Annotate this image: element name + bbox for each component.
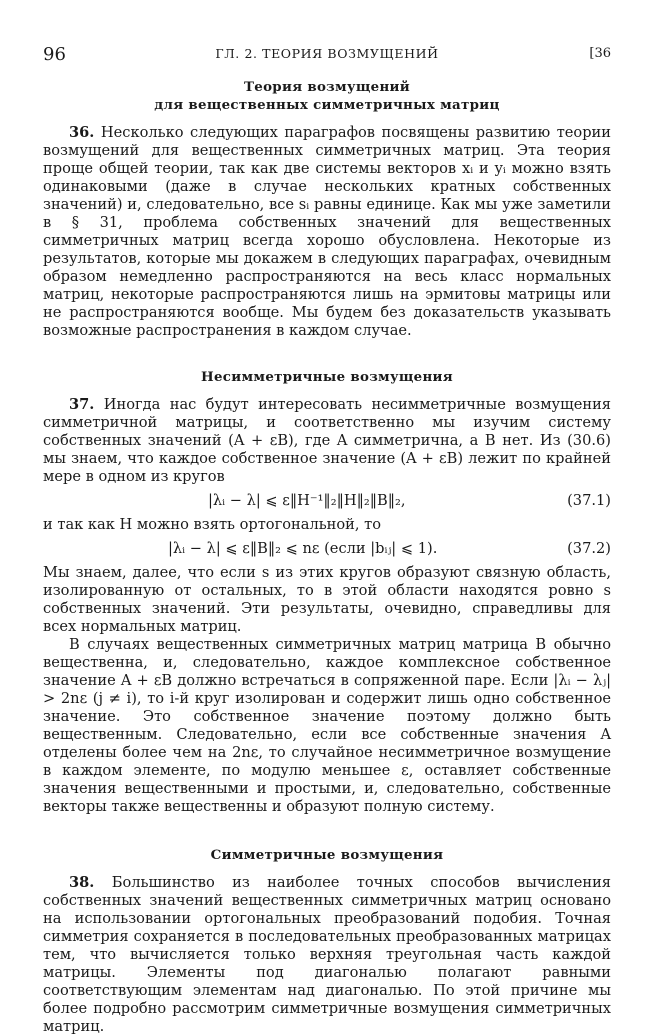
paragraph-number: 37.	[69, 396, 95, 413]
equation-37-1	[43, 486, 611, 516]
page-body	[43, 78, 611, 1036]
subsection-heading: Несимметричные возмущения	[201, 369, 453, 385]
subsection-heading: Симметричные возмущения	[210, 847, 444, 863]
section-heading-line-1: Теория возмущений	[243, 79, 411, 95]
paragraph-number: 36.	[69, 124, 95, 141]
paragraph-text: и так как H можно взять ортогональной, то	[43, 516, 382, 533]
paragraph-38	[43, 874, 611, 1036]
equation-number: (37.1)	[567, 492, 611, 509]
paragraph-text: Большинство из наиболее точных способов вычисления собственных значений вещественных симметричных матриц основано на использовании ортогональных преобразований подобия. Точная симметрия сохраняется в последовательных преобразованных матрицах тем, что вычисляется только верхняя треугольная часть каждой матрицы. Элементы под диагональю полагают равными соответствующим элементам над диагональю. По этой причине мы более подробно рассмотрим симметричные возмущения симметричных матриц.	[43, 874, 611, 1035]
equation-number: (37.2)	[567, 540, 611, 557]
equation-37-2	[43, 534, 611, 564]
paragraph-37	[43, 396, 611, 486]
equation-formula: |λᵢ − λ| ⩽ ε‖B‖₂ ⩽ nε (если |bᵢⱼ| ⩽ 1).	[168, 540, 438, 557]
paragraph-text: Мы знаем, далее, что если s из этих кругов образуют связную область, изолированную от остальных, то в этой области находятся ровно s собственных значений. Эти результаты, очевидно, справедливы для всех нормальных матриц.	[43, 564, 611, 635]
equation-formula: |λᵢ − λ| ⩽ ε‖H⁻¹‖₂‖H‖₂‖B‖₂,	[208, 492, 406, 509]
paragraph-text: Иногда нас будут интересовать несимметричные возмущения симметричной матрицы, и соответственно мы изучим систему собственных значений (A + εB), где A симметрична, а B нет. Из (30.6) мы знаем, что каждое собственное значение (A + εB) лежит по крайней мере в одном из кругов	[43, 396, 611, 485]
section-heading-line-2: для вещественных симметричных матриц	[154, 97, 500, 113]
running-title: ГЛ. 2. ТЕОРИЯ ВОЗМУЩЕНИЙ	[215, 46, 439, 61]
paragraph-text: Несколько следующих параграфов посвящены развитию теории возмущений для вещественных симметричных матриц. Эта теория проще общей теории, так как две системы векторов xᵢ и yᵢ можно взять одинаковыми (даже в случае нескольких кратных собственных значений) и, следовательно, все sᵢ равны единице. Как мы уже заметили в § 31, проблема собственных значений для вещественных симметричных матриц всегда хорошо обусловлена. Некоторые из результатов, которые мы докажем в следующих параграфах, очевидным образом немедленно распространяются на весь класс нормальных матриц, некоторые распространяются лишь на эрмитовы матрицы или не распространяются вообще. Мы будем без доказательств указывать возможные распространения в каждом случае.	[43, 124, 611, 339]
paragraph-number: 38.	[69, 874, 95, 891]
running-header	[43, 44, 611, 66]
section-mark: [36	[589, 46, 611, 61]
paragraph-36	[43, 124, 611, 340]
page-number: 96	[43, 44, 66, 65]
paragraph-text: В случаях вещественных симметричных матриц матрица B обычно вещественна, и, следовательно, каждое комплексное собственное значение A + εB должно встречаться в сопряженной паре. Если |λᵢ − λⱼ| > 2nε (j ≠ i), то i-й круг изолирован и содержит лишь одно собственное значение. Это собственное значение поэтому должно быть вещественным. Следовательно, если все собственные значения A отделены более чем на 2nε, то случайное несимметричное возмущение в каждом элементе, по модулю меньшее ε, оставляет собственные значения вещественными и простыми, и, следовательно, собственные векторы также вещественны и образуют полную систему.	[43, 636, 611, 815]
section-heading	[43, 78, 611, 114]
